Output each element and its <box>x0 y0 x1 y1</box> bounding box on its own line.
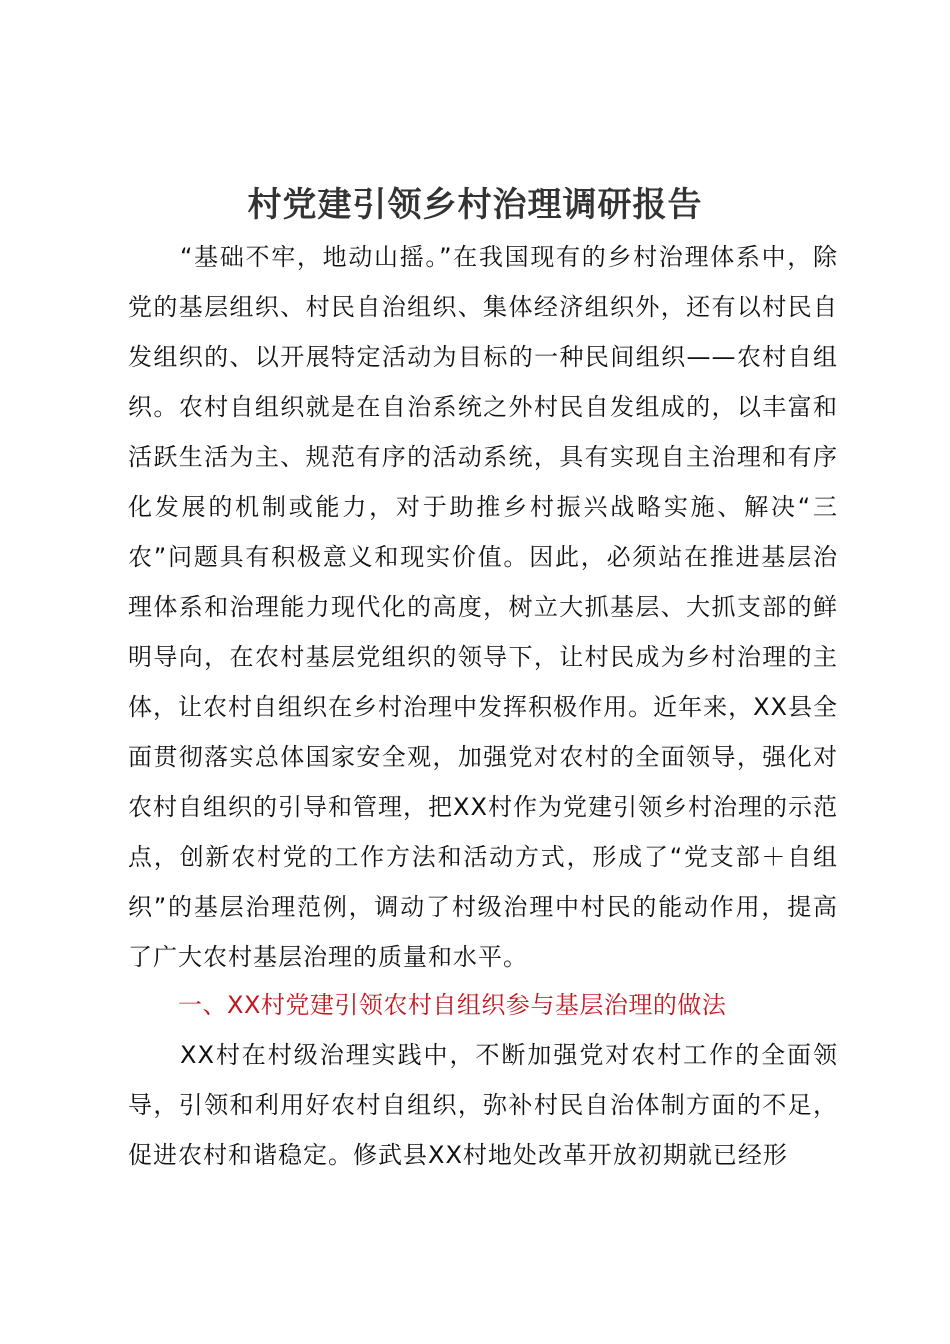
section-heading: 一、XX村党建引领农村自组织参与基层治理的做法 <box>178 991 727 1019</box>
document-title: 村党建引领乡村治理调研报告 <box>247 185 703 225</box>
section-paragraph-text: XX村在村级治理实践中，不断加强党对农村工作的全面领导，引领和利用好农村自组织，弥补村民自治体制方面的不足，促进农村和谐稳定。修武县XX村地处改革开放初期就已经形 <box>128 1041 838 1169</box>
intro-paragraph <box>128 232 838 982</box>
intro-paragraph-text: “基础不牢，地动山摇。”在我国现有的乡村治理体系中，除党的基层组织、村民自治组织、集体经济组织外，还有以村民自发组织的、以开展特定活动为目标的一种民间组织——农村自组织。农村自组织就是在自治系统之外村民自发组成的，以丰富和活跃生活为主、规范有序的活动系统，具有实现自主治理和有序化发展的机制或能力，对于助推乡村振兴战略实施、解决“三农”问题具有积极意义和现实价值。因此，必须站在推进基层治理体系和治理能力现代化的高度，树立大抓基层、大抓支部的鲜明导向，在农村基层党组织的领导下，让村民成为乡村治理的主体，让农村自组织在乡村治理中发挥积极作用。近年来，XX县全面贯彻落实总体国家安全观，加强党对农村的全面领导，强化对农村自组织的引导和管理，把XX村作为党建引领乡村治理的示范点，创新农村党的工作方法和活动方式，形成了“党支部＋自组织”的基层治理范例，调动了村级治理中村民的能动作用，提高了广大农村基层治理的质量和水平。 <box>128 243 838 971</box>
section-paragraph <box>128 1030 838 1180</box>
